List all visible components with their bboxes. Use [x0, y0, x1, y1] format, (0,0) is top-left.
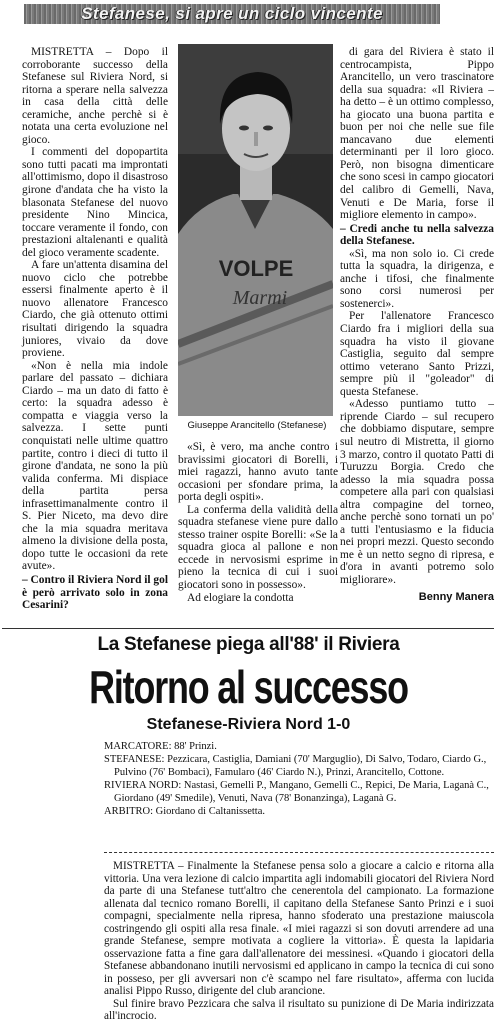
match-report-paragraph: Sul finire bravo Pezzicara che salva il risultato su punizione di De Maria indirizzata all'incrocio.: [104, 997, 494, 1022]
article-column-1: [22, 46, 168, 612]
author-signature: Benny Manera: [418, 590, 494, 603]
away-lineup-line: RIVIERA NORD: Nastasi, Gemelli P., Mangano, Gemelli C., Repici, De Maria, Laganà C., Giordano (49' Smedile), Venuti, Nava (78' Bonanzinga), Laganà G.: [104, 780, 489, 804]
section-divider: [2, 628, 494, 629]
referee-line: ARBITRO: Giordano di Caltanissetta.: [104, 806, 265, 817]
shirt-sponsor-subtext: Marmi: [232, 287, 288, 309]
secondary-headline: La Stefanese piega all'88' il Riviera: [97, 634, 400, 655]
match-report-paragraph: MISTRETTA – Finalmente la Stefanese pensa solo a giocare a calcio e ritorna alla vittoria. Una vera lezione di calcio impartita agli indomabili giocatori del Riviera Nord da parte di una Stefanese tutt'altro che cenerentola del campionato. La formazione allenata dal tecnico romano Borelli, il capitano della Stefanese Santo Prinzi e i suoi compagni, specialmente nella ripresa, hanno sfoderato una prestazione maiuscola costringendo gli ospiti alla resa finale. «I miei ragazzi si son dovuti arrendere ad una grande Stefanese, sempre motivata a cogliere la vittoria». È questa la lapidaria osservazione fatta a fine gara dall'allenatore dei messinesi. «Quando i giocatori della Stefanese abbandonano inutili nervosismi ed applicano in campo la tecnica di cui sono in posseso, per gli avversari non c'è scampo nel fare risultato», afferma con lucida analisi Pippo Russo, dirigente del club arancione.: [104, 860, 494, 997]
home-lineup-line: STEFANESE: Pezzicara, Castiglia, Damiani (70' Marguglio), Di Salvo, Todaro, Ciardo G., Pulvino (76' Bombaci), Famularo (46' Ciardo N.), Prinzi, Arancitello, Cottone.: [104, 754, 487, 778]
player-photo-image: [178, 44, 333, 416]
article-paragraph: Per l'allenatore Francesco Ciardo fra i migliori della sua squadra ha visto il giovane Castiglia, seguito dal sempre ottimo veterano Santo Prizzi, sempre più il "goleador" di questa Stefanese.: [340, 310, 494, 398]
scorer-line: MARCATORE: 88' Prinzi.: [104, 741, 217, 752]
interview-question: – Credi anche tu nella salvezza della Stefanese.: [340, 222, 494, 248]
match-lineup-box: [104, 740, 492, 818]
article-paragraph: La conferma della validità della squadra stefanese viene pure dallo stesso trainer ospite Borelli: «Se la squadra gioca al pallone e non eccede in nervosismi esprime in pieno la tecnica di cui i suoi giocatori sono in possesso».: [178, 503, 338, 592]
article-paragraph: di gara del Riviera è stato il centrocampista, Pippo Arancitello, un vero trascinatore della sua squadra: «Il Riviera – ha detto – è un ottimo complesso, ha giocato una buona partita e buon per noi che nelle sue file mancavano due elementi determinanti per il loro gioco. Però, non bisogna dimenticare che sono scesi in campo giocatori del calibro di Gemelli, Nava, Venuti e De Maria, forse il migliore elemento in campo».: [340, 46, 494, 222]
article-column-2: [178, 441, 338, 604]
interview-question: – Contro il Riviera Nord il gol è però arrivato solo in zona Cesarini?: [22, 573, 168, 612]
article-paragraph: «Non è nella mia indole parlare del passato – dichiara Ciardo – ma un dato di fatto è certo: la squadra adesso è compatta e viaggia verso la salvezza. I sette punti conquistati nelle ultime quattro partite, contro i dieci di tutto il girone d'andata, ne sono la più valida conferma. Mi dispiace della partita persa infrasettimanalmente contro il S. Pier Niceto, ma devo dire che la mia squadra meritava almeno la divisione della posta, dopo tutte le occasioni da rete avute».: [22, 359, 168, 573]
article-paragraph: «Adesso puntiamo tutto – riprende Ciardo – sul recupero che dobbiamo disputare, sempre sul neutro di Mistretta, il giorno 3 marzo, contro il quotato Patti di Turuzzu Borgia. Credo che adesso la mia squadra possa competere alla pari con qualsiasi altra compagine del torneo, anche perchè sono tornati un po' a tutti l'entusiasmo e la fiducia nei propri mezzi. Questo secondo me è un netto segno di ripresa, e d'ora in avanti potremo solo migliorare».: [340, 398, 494, 586]
box-divider: [104, 852, 494, 853]
article-paragraph: A fare un'attenta disamina del nuovo ciclo che potrebbe essersi finalmente aperto è il nuovo allenatore Francesco Ciardo, che già ottenuto ottimi risultati dirigendo la squadra juniores, vivaio da dove proviene.: [22, 259, 168, 360]
photo-caption: Giuseppe Arancitello (Stefanese): [187, 420, 327, 431]
match-report: [104, 860, 494, 1023]
banner-title: Stefanese, si apre un ciclo vincente: [81, 4, 383, 23]
shirt-sponsor-text: VOLPE: [218, 256, 294, 281]
article-paragraph: «Sì, ma non solo io. Ci crede tutta la squadra, la dirigenza, e anche i tifosi, che finalmente sono corsi numerosi per sostenerci».: [340, 247, 494, 310]
player-photo: [178, 44, 333, 416]
article-column-3: [340, 46, 494, 603]
section-banner: [24, 4, 440, 24]
article-paragraph: «Sì, è vero, ma anche contro i bravissimi giocatori di Borelli, i miei ragazzi, hanno avuto tante occasioni per sfondare prima, la porta degli ospiti».: [178, 441, 338, 504]
match-score: Stefanese-Riviera Nord 1-0: [146, 716, 351, 733]
article-paragraph: Ad elogiare la condotta: [187, 591, 294, 604]
article-paragraph: MISTRETTA – Dopo il corroborante successo della Stefanese sul Riviera Nord, si ritorna a sperare nella salvezza in casa della città delle ceramiche, anche perchè si è notata una certa evoluzione nel gioco.: [22, 46, 168, 146]
article-paragraph: I commenti del dopopartita sono tutti pacati ma improntati all'ottimismo, dopo il disastroso girone d'andata che ha visto la blasonata Stefanese del nuovo presidente Nino Mincica, toccare veramente il fondo, con prestazioni altalenanti e qualità del gioco veramente scadente.: [22, 146, 168, 259]
main-headline: Ritorno al successo: [89, 661, 408, 713]
